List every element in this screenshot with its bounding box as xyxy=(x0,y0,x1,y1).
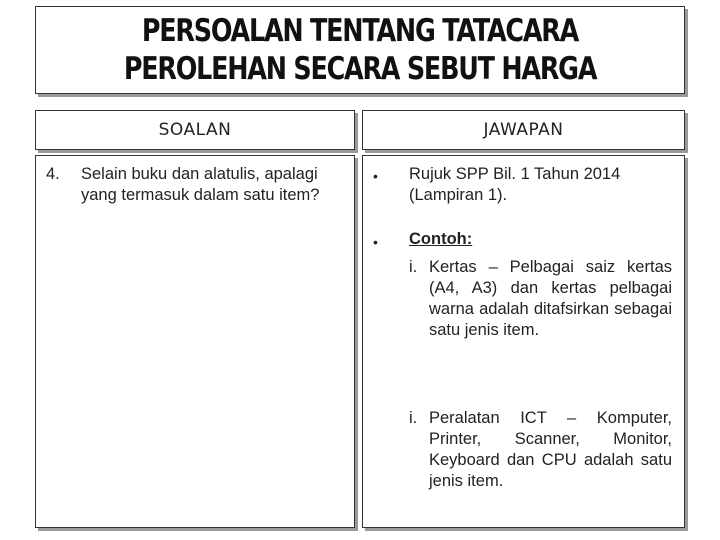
answer-column xyxy=(362,155,685,528)
bullet-2: • xyxy=(373,234,378,250)
header-soalan: SOALAN xyxy=(35,110,355,150)
header-jawapan: JAWAPAN xyxy=(362,110,685,150)
example-text-1: Kertas – Pelbagai saiz kertas (A4, A3) dan kertas pelbagai warna adalah ditafsirkan sebagai satu jenis item. xyxy=(429,258,672,339)
answer-reference: Rujuk SPP Bil. 1 Tahun 2014 (Lampiran 1). xyxy=(409,165,621,204)
example-label: Contoh: xyxy=(409,230,473,248)
question-text: Selain buku dan alatulis, apalagi yang termasuk dalam satu item? xyxy=(81,165,320,204)
title-box xyxy=(35,6,685,94)
page-title-line-1: PERSOALAN TENTANG TATACARA xyxy=(141,13,579,49)
example-number-1: i. xyxy=(409,258,418,276)
question-column xyxy=(35,155,355,528)
bullet-1: • xyxy=(373,168,378,184)
question-number: 4. xyxy=(46,165,60,183)
example-text-2: Peralatan ICT – Komputer, Printer, Scanner, Monitor, Keyboard dan CPU adalah satu jenis item. xyxy=(429,409,672,490)
example-number-2: i. xyxy=(409,409,418,427)
page-title-line-2: PEROLEHAN SECARA SEBUT HARGA xyxy=(123,51,597,87)
